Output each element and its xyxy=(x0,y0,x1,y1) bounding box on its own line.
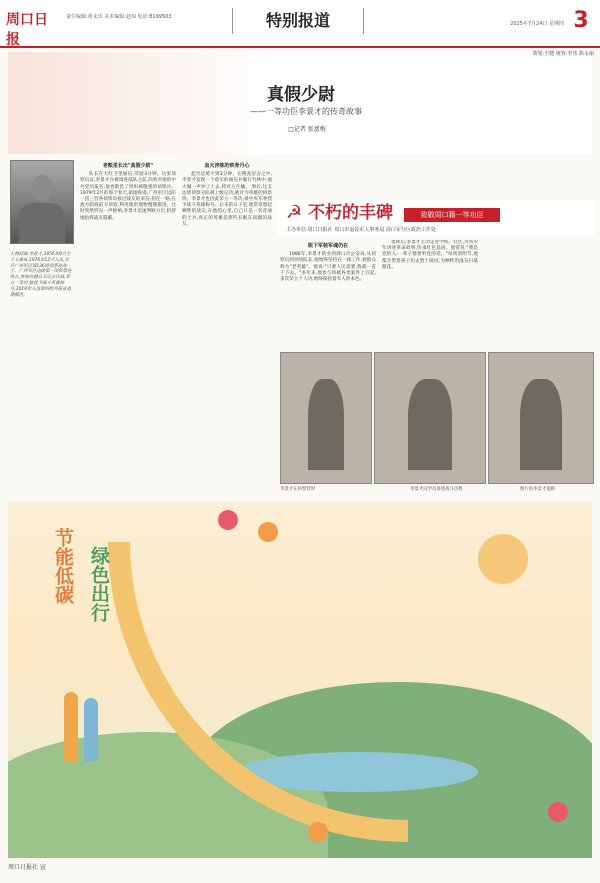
feature-title: 真假少尉 xyxy=(267,85,335,105)
section-title: 特别报道 xyxy=(232,8,364,34)
photo-portrait-hat xyxy=(488,352,594,484)
ad-slogan-energy: 节能低碳 xyxy=(52,528,74,604)
subhead-2: 血火淬炼的铁骨丹心 xyxy=(204,163,250,169)
photo-lecture xyxy=(374,352,486,484)
photo-soldier xyxy=(280,352,372,484)
article-column-4 xyxy=(382,240,478,350)
column-hosts: 主办单位:周口日报社 周口市退役军人事务局 周口军分区政治工作处 xyxy=(286,227,436,233)
ad-footer: 周口日报社 宣 xyxy=(8,864,46,871)
person-figure xyxy=(64,692,78,762)
person-profile: 人物档案:李景才,1956年9月生于太康县,1976年12月入伍,历任广州军区第136师侦察连战士、广西军区边防第一团侦察连班长,参加对越自卫反击作战,荣立一等功,被授予战斗英雄称号,2019年入选第四批河南省道德模范。 xyxy=(10,252,72,298)
feature-credits: 策划:王健 统筹:李伟 陈永丽 xyxy=(532,51,594,57)
article-column-1 xyxy=(80,160,176,490)
flower-icon xyxy=(548,802,568,822)
column-name: 不朽的丰碑 xyxy=(308,203,393,223)
photo-caption-1: 李景才在侦察营时 xyxy=(280,487,316,492)
editor-info: 责任编辑:黄永乐 美术编辑:赵琼 电话:8199503 xyxy=(66,14,172,20)
issue-date: 2025年7月24日 星期四 xyxy=(510,21,564,27)
column-1-text: 队长在大红卫里通信,驾驶3分钟。这张侦察员证,李景才在被调进部队之前,尚曾对他的中共党员报名,他也敬畏了组织被敬重的侦察兵。 1979年2月的那个春天,硝烟弥漫,广西军区边防一团三营各侦察员接过战友的来信,担任一路,在敌方防线前方侦察,利用地形地物慢慢摸进。这时突然听见一声枪响,李景才迅速判断方位,机智地指挥战友隐蔽。 xyxy=(80,172,176,221)
column-2-text: 起至边境不到3分钟。在搜查房舍之中,李景才发现一个敌军的通信兵躲在竹林中,他大喊一声冲了上去,将对方生擒。 事后,这支边境侦察分队被上级记功,被评为英雄的侦察班。李景才也因此荣立一等功,被中央军委授予战斗英雄称号。后来的日子里,他常常想起牺牲的战友,在他的心里,自己只是一名普通的士兵,真正的英雄是那些长眠在南疆的战友。 xyxy=(182,172,272,227)
article-column-3 xyxy=(280,240,376,350)
officer-figure xyxy=(520,379,562,470)
walking-couple xyxy=(64,692,104,772)
column-4-text: 退休后,李景才主动走进学校、社区,为青少年讲述革命故事,传承红色基因。他常说:"我是党的人,一辈子都要听党的话。"每到清明节,他都会带着孩子们去烈士陵园,为牺牲的战友扫墓献花。 xyxy=(382,240,478,270)
subhead-1: 老帐里长出"真假少尉" xyxy=(102,163,154,169)
portrait-head xyxy=(31,175,53,201)
photo-caption-2: 李景才向学员讲述战斗历程 xyxy=(410,487,463,492)
feature-subtitle: ——一等功臣李景才的传奇故事 xyxy=(250,107,362,116)
portrait-photo xyxy=(10,160,74,244)
column-banner xyxy=(278,200,594,236)
column-3-text: 1986年,李景才转业到周口市公安局,从侦察员到刑侦队长,他始终坚持在一线工作,被群众称为"老英雄"。他说:"只要人民需要,我就一直干下去。"多年来,他参与侦破各类案件上百起,多次荣立个人功,始终保持着军人的本色。 xyxy=(280,252,376,283)
column-series: 致敬周口籍一等功臣 xyxy=(404,208,500,222)
article-column-2 xyxy=(182,160,272,490)
photo-caption-3: 图片由李景才提供 xyxy=(520,487,556,492)
green-travel-ad xyxy=(8,502,592,858)
flower-icon xyxy=(308,822,328,842)
party-emblem-icon: ☭ xyxy=(286,202,303,223)
soldier-figure xyxy=(308,379,344,470)
page-header xyxy=(0,0,600,48)
portrait-body xyxy=(19,203,65,243)
page-number: 3 xyxy=(573,8,589,33)
lecturer-figure xyxy=(408,379,452,470)
flower-icon xyxy=(258,522,278,542)
ad-slogan-green: 绿色出行 xyxy=(88,546,110,622)
flower-icon xyxy=(218,510,238,530)
sun-shape xyxy=(478,534,528,584)
subhead-3: 脱下军装军魂仍在 xyxy=(307,243,348,249)
newspaper-logo: 周口日报 xyxy=(6,12,48,48)
person-figure xyxy=(84,698,98,762)
feature-byline: □记者 张富梅 xyxy=(288,126,326,133)
